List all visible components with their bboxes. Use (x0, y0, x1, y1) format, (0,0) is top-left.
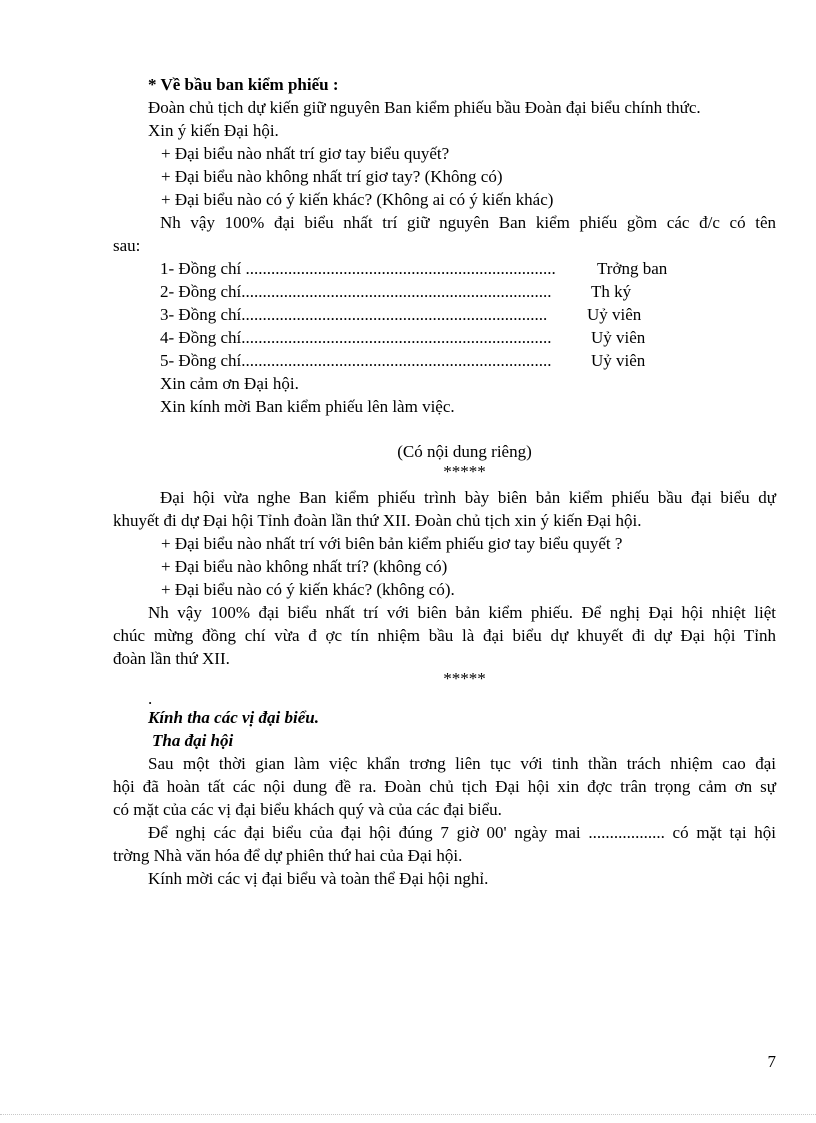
paragraph-line: khuyết đi dự Đại hội Tỉnh đoàn lần thứ XII. Đoàn chủ tịch xin ý kiến Đại hội. (113, 511, 642, 530)
paragraph-line: có mặt của các vị đại biểu khách quý và của các đại biểu. (113, 800, 502, 819)
greeting-line: Kính tha các vị đại biểu. (148, 708, 319, 727)
section-reserve-delegates (113, 440, 776, 693)
paragraph-line: Kính mời các vị đại biểu và toàn thể Đại hội nghỉ. (148, 869, 489, 888)
paragraph-line: trờng Nhà văn hóa để dự phiên thứ hai của Đại hội. (113, 846, 463, 865)
paragraph-line: chúc mừng đồng chí vừa đ ợc tín nhiệm bầu là đại biểu dự khuyết đi dự Đại hội Tỉnh (113, 626, 776, 645)
member-name-blank: 5- Đồng chí......................................................................... (160, 351, 552, 370)
greeting-line: Tha đại hội (152, 731, 234, 750)
member-role: Uỷ viên (591, 328, 646, 347)
member-list (113, 257, 776, 372)
section-closing-remarks (113, 689, 776, 890)
paragraph-line: Đoàn chủ tịch dự kiến giữ nguyên Ban kiểm phiếu bầu Đoàn đại biểu chính thức. (148, 98, 701, 117)
page-number: 7 (767, 1052, 776, 1071)
paragraph-line: Nh vậy 100% đại biểu nhất trí giữ nguyên Ban kiểm phiếu gồm các đ/c có tên (160, 213, 776, 232)
paragraph-line: sau: (113, 236, 141, 255)
member-name-blank: 2- Đồng chí......................................................................... (160, 282, 552, 301)
separator-stars: ***** (443, 669, 486, 688)
member-row (113, 257, 776, 280)
member-role: Th ký (591, 282, 632, 301)
paragraph-line: Xin kính mời Ban kiểm phiếu lên làm việc. (160, 397, 455, 416)
poll-question: + Đại biểu nào không nhất trí giơ tay? (Không có) (161, 167, 503, 186)
poll-question: + Đại biểu nào không nhất trí? (không có) (161, 557, 448, 576)
paragraph-line: đoàn lần thứ XII. (113, 649, 230, 668)
paragraph-line: Xin ý kiến Đại hội. (148, 121, 279, 140)
poll-question: + Đại biểu nào nhất trí giơ tay biểu quyết? (161, 144, 450, 163)
poll-question: + Đại biểu nào có ý kiến khác? (không có). (161, 580, 455, 599)
member-name-blank: 4- Đồng chí......................................................................... (160, 328, 552, 347)
section-title: (Có nội dung riêng) (397, 442, 532, 461)
paragraph-line: hội đã hoàn tất các nội dung đề ra. Đoàn chủ tịch Đại hội xin đợc trân trọng cảm ơn sự (113, 777, 776, 796)
member-name-blank: 1- Đồng chí ......................................................................... (160, 259, 556, 278)
paragraph-line: Đại hội vừa nghe Ban kiểm phiếu trình bày biên bản kiểm phiếu bầu đại biểu dự (160, 488, 776, 507)
member-row (113, 349, 776, 372)
poll-question: + Đại biểu nào có ý kiến khác? (Không ai có ý kiến khác) (161, 190, 554, 209)
paragraph-line: Xin cảm ơn Đại hội. (160, 374, 299, 393)
paragraph-line: Sau một thời gian làm việc khẩn trơng liên tục với tinh thần trách nhiệm cao đại (148, 754, 776, 773)
member-row (113, 280, 776, 303)
member-role: Trởng ban (597, 259, 668, 278)
paragraph-line: Nh vậy 100% đại biểu nhất trí với biên bản kiểm phiếu. Để nghị Đại hội nhiệt liệt (148, 603, 776, 622)
member-role: Uỷ viên (587, 305, 642, 324)
poll-question: + Đại biểu nào nhất trí với biên bản kiểm phiếu giơ tay biểu quyết ? (161, 534, 623, 553)
section-vote-counting-board (113, 73, 776, 418)
page-bottom-rule (0, 1114, 816, 1115)
member-row (113, 326, 776, 349)
stray-dot: . (148, 689, 153, 708)
section-heading: * Về bầu ban kiểm phiếu : (148, 75, 339, 94)
member-row (113, 303, 776, 326)
paragraph-line: Để nghị các đại biểu của đại hội đúng 7 giờ 00' ngày mai .................. có mặt tại hội (148, 823, 776, 842)
member-name-blank: 3- Đồng chí........................................................................ (160, 305, 548, 324)
separator-stars: ***** (443, 462, 486, 481)
member-role: Uỷ viên (591, 351, 646, 370)
